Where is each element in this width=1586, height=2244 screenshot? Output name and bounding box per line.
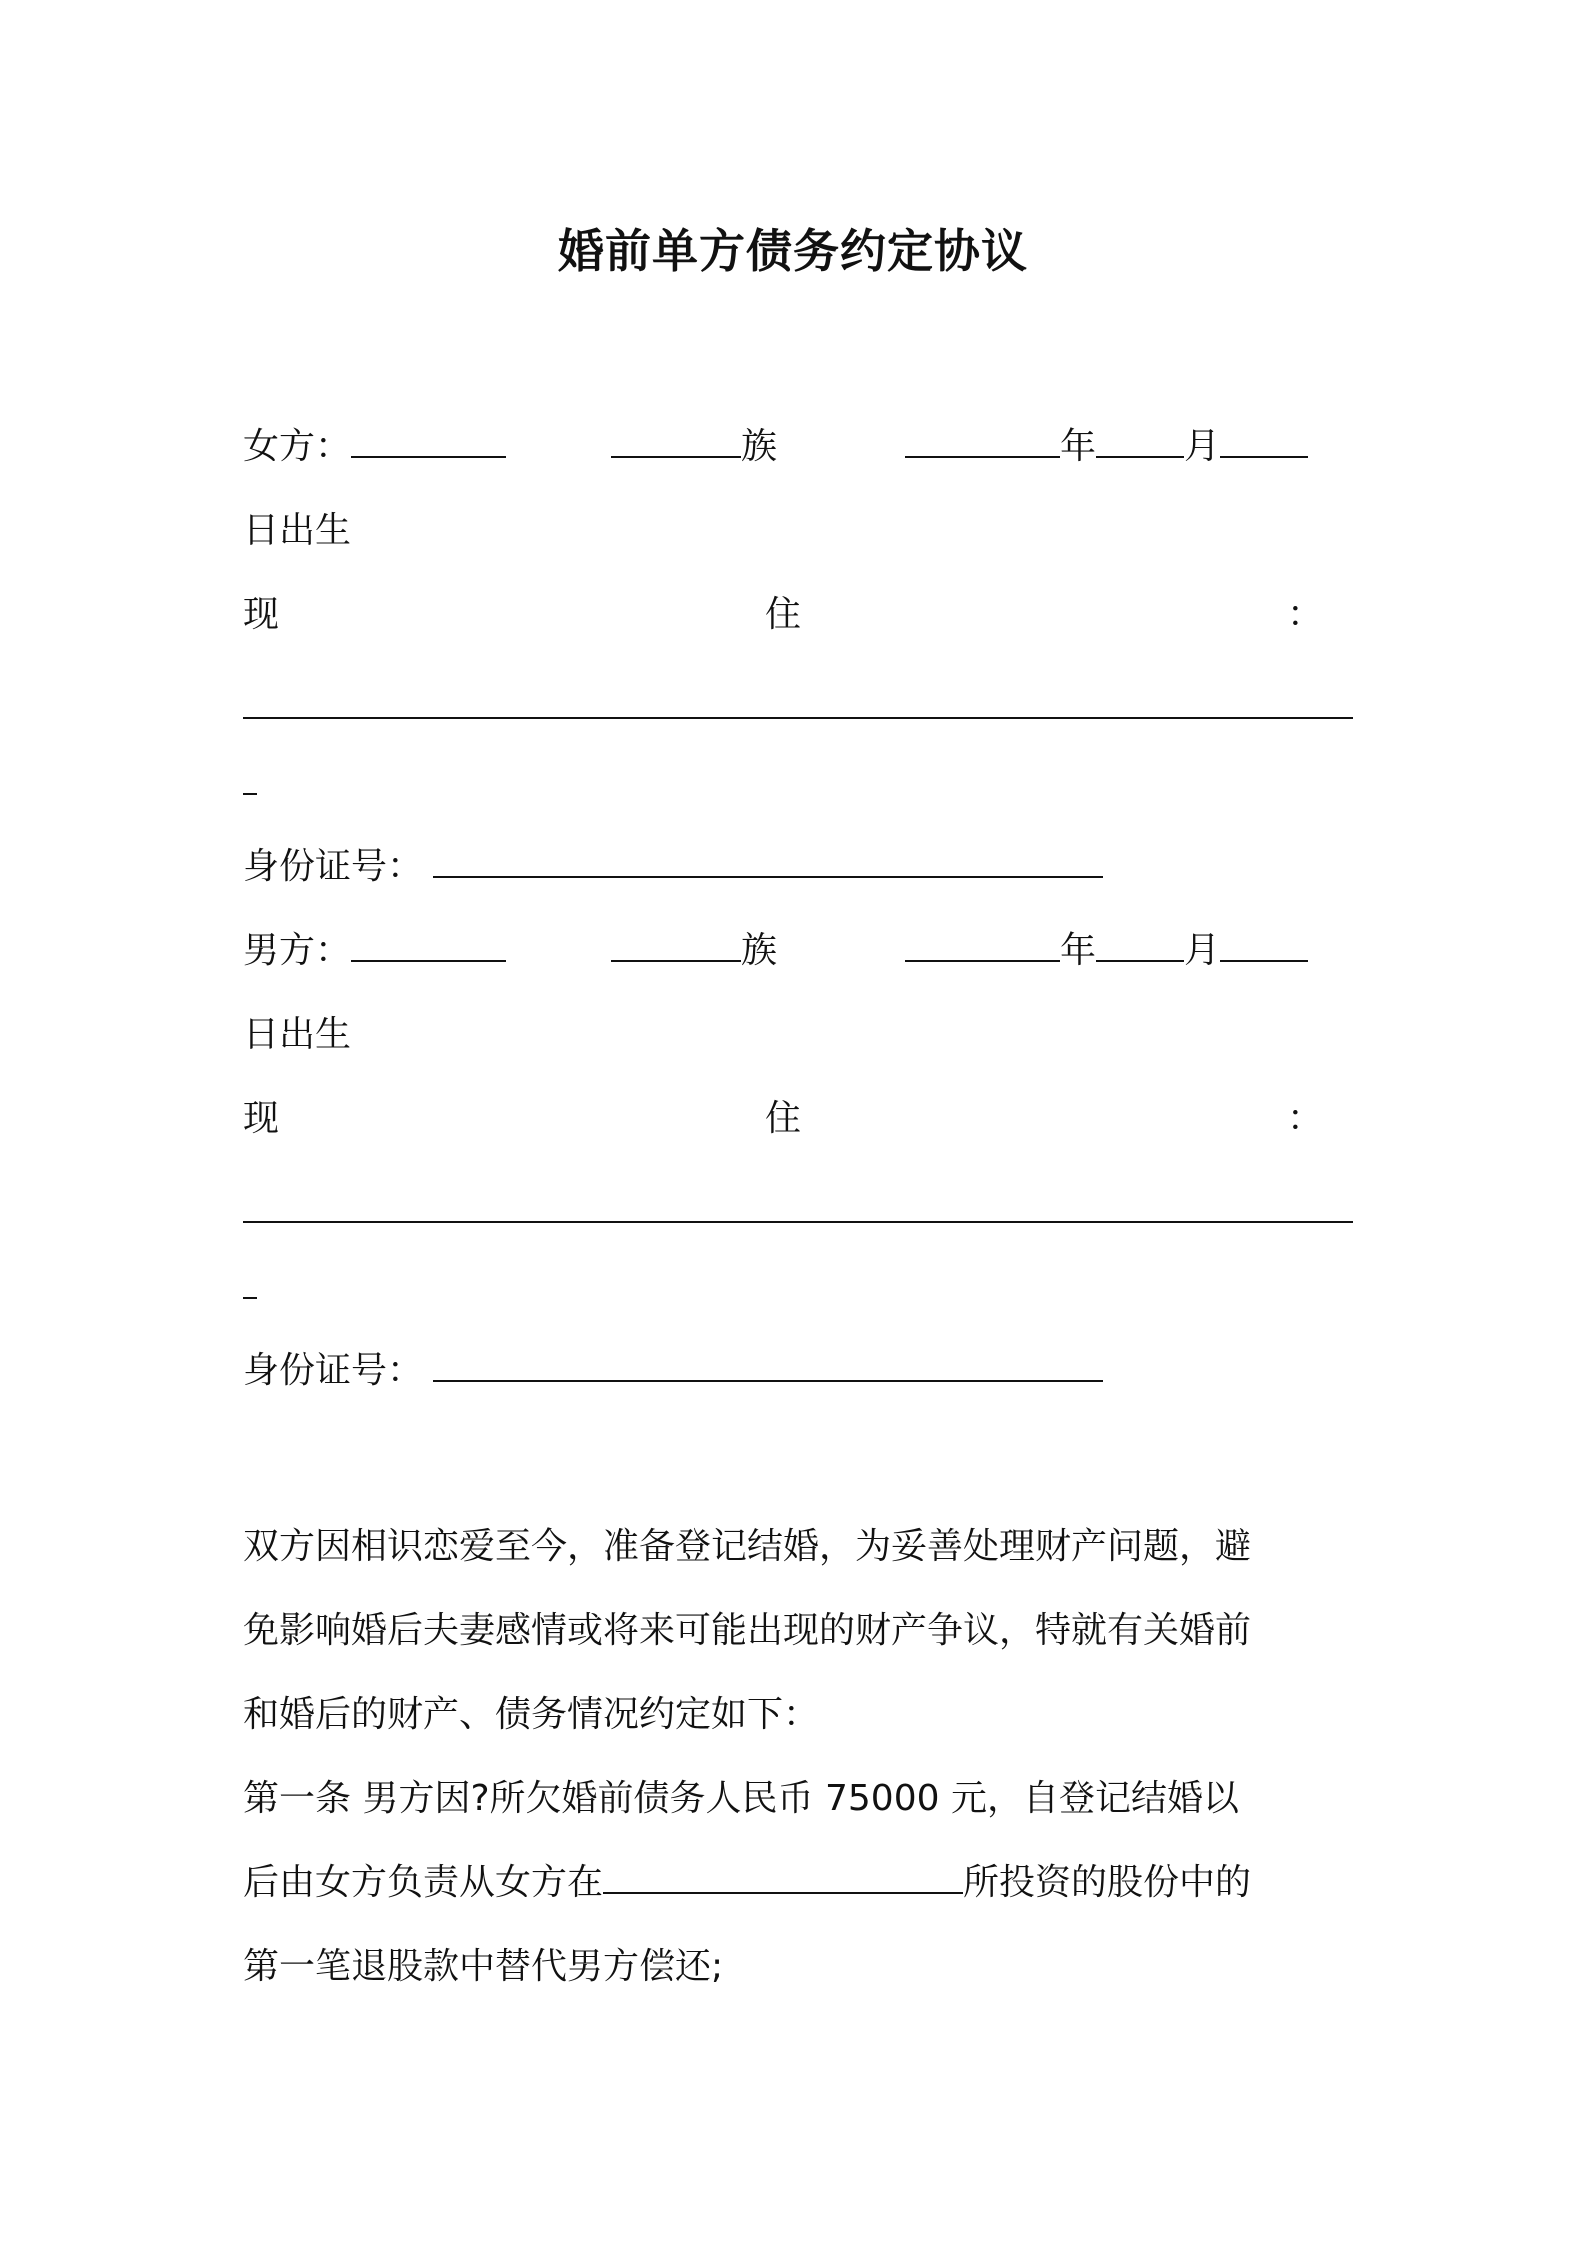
male-info-line xyxy=(243,909,1353,993)
article-1-line-3: 第一笔退股款中替代男方偿还; xyxy=(243,1946,724,1987)
male-name-blank[interactable] xyxy=(351,922,506,962)
article-1-line-1: 第一条 男方因?所欠婚前债务人民币 75000 元，自登记结婚以 xyxy=(243,1778,1239,1819)
article-1-line-2-end: 所投资的股份中的 xyxy=(963,1862,1252,1903)
female-id-blank[interactable] xyxy=(433,838,1103,878)
article-1-line-2-start: 后由女方负责从女方在 xyxy=(243,1862,604,1903)
male-month-blank[interactable] xyxy=(1096,922,1184,962)
male-label: 男方： xyxy=(243,930,352,971)
male-birth-label: 日出生 xyxy=(243,1014,352,1055)
document-body xyxy=(243,405,1353,2009)
male-month-label: 月 xyxy=(1184,930,1221,971)
female-birth-line xyxy=(243,489,1353,573)
female-id-label: 身份证号： xyxy=(243,846,424,887)
female-year-label: 年 xyxy=(1060,426,1097,467)
female-ethnic-suffix: 族 xyxy=(741,426,778,467)
female-month-label: 月 xyxy=(1184,426,1221,467)
male-address-colon: ： xyxy=(1286,1098,1323,1139)
female-address-blank[interactable] xyxy=(243,657,1353,719)
male-address-char-2: 住 xyxy=(764,1098,801,1139)
document-title: 婚前单方债务约定协议 xyxy=(558,224,1028,278)
female-month-blank[interactable] xyxy=(1096,418,1184,458)
male-id-line xyxy=(243,1329,1353,1413)
female-address-blank-tail xyxy=(243,741,1353,825)
female-info-line xyxy=(243,405,1353,489)
male-birth-line xyxy=(243,993,1353,1077)
female-address-blank-line xyxy=(243,657,1353,741)
female-name-blank[interactable] xyxy=(351,418,506,458)
female-id-line xyxy=(243,825,1353,909)
female-label: 女方： xyxy=(243,426,352,467)
female-address-blank-tail-mark xyxy=(243,741,257,795)
female-ethnic-blank[interactable] xyxy=(611,418,741,458)
female-address-label-line xyxy=(243,573,1353,657)
female-day-blank[interactable] xyxy=(1220,418,1308,458)
male-address-label-line xyxy=(243,1077,1353,1161)
male-id-blank[interactable] xyxy=(433,1342,1103,1382)
male-address-blank-tail xyxy=(243,1245,1353,1329)
male-address-char-1: 现 xyxy=(243,1098,280,1139)
male-address-blank-tail-mark xyxy=(243,1245,257,1299)
intro-line-1: 双方因相识恋爱至今，准备登记结婚，为妥善处理财产问题，避 xyxy=(243,1526,1252,1567)
male-ethnic-blank[interactable] xyxy=(611,922,741,962)
investment-blank[interactable] xyxy=(603,1854,963,1894)
female-address-char-2: 住 xyxy=(764,594,801,635)
female-address-colon: ： xyxy=(1286,594,1323,635)
female-address-char-1: 现 xyxy=(243,594,280,635)
female-birth-label: 日出生 xyxy=(243,510,352,551)
male-ethnic-suffix: 族 xyxy=(741,930,778,971)
female-year-blank[interactable] xyxy=(905,418,1060,458)
male-year-blank[interactable] xyxy=(905,922,1060,962)
male-year-label: 年 xyxy=(1060,930,1097,971)
intro-line-3: 和婚后的财产、债务情况约定如下： xyxy=(243,1694,820,1735)
intro-line-2: 免影响婚后夫妻感情或将来可能出现的财产争议，特就有关婚前 xyxy=(243,1610,1252,1651)
article-1-line-2 xyxy=(243,1841,1353,1925)
male-day-blank[interactable] xyxy=(1220,922,1308,962)
male-id-label: 身份证号： xyxy=(243,1350,424,1391)
male-address-blank-line xyxy=(243,1161,1353,1245)
male-address-blank[interactable] xyxy=(243,1161,1353,1223)
